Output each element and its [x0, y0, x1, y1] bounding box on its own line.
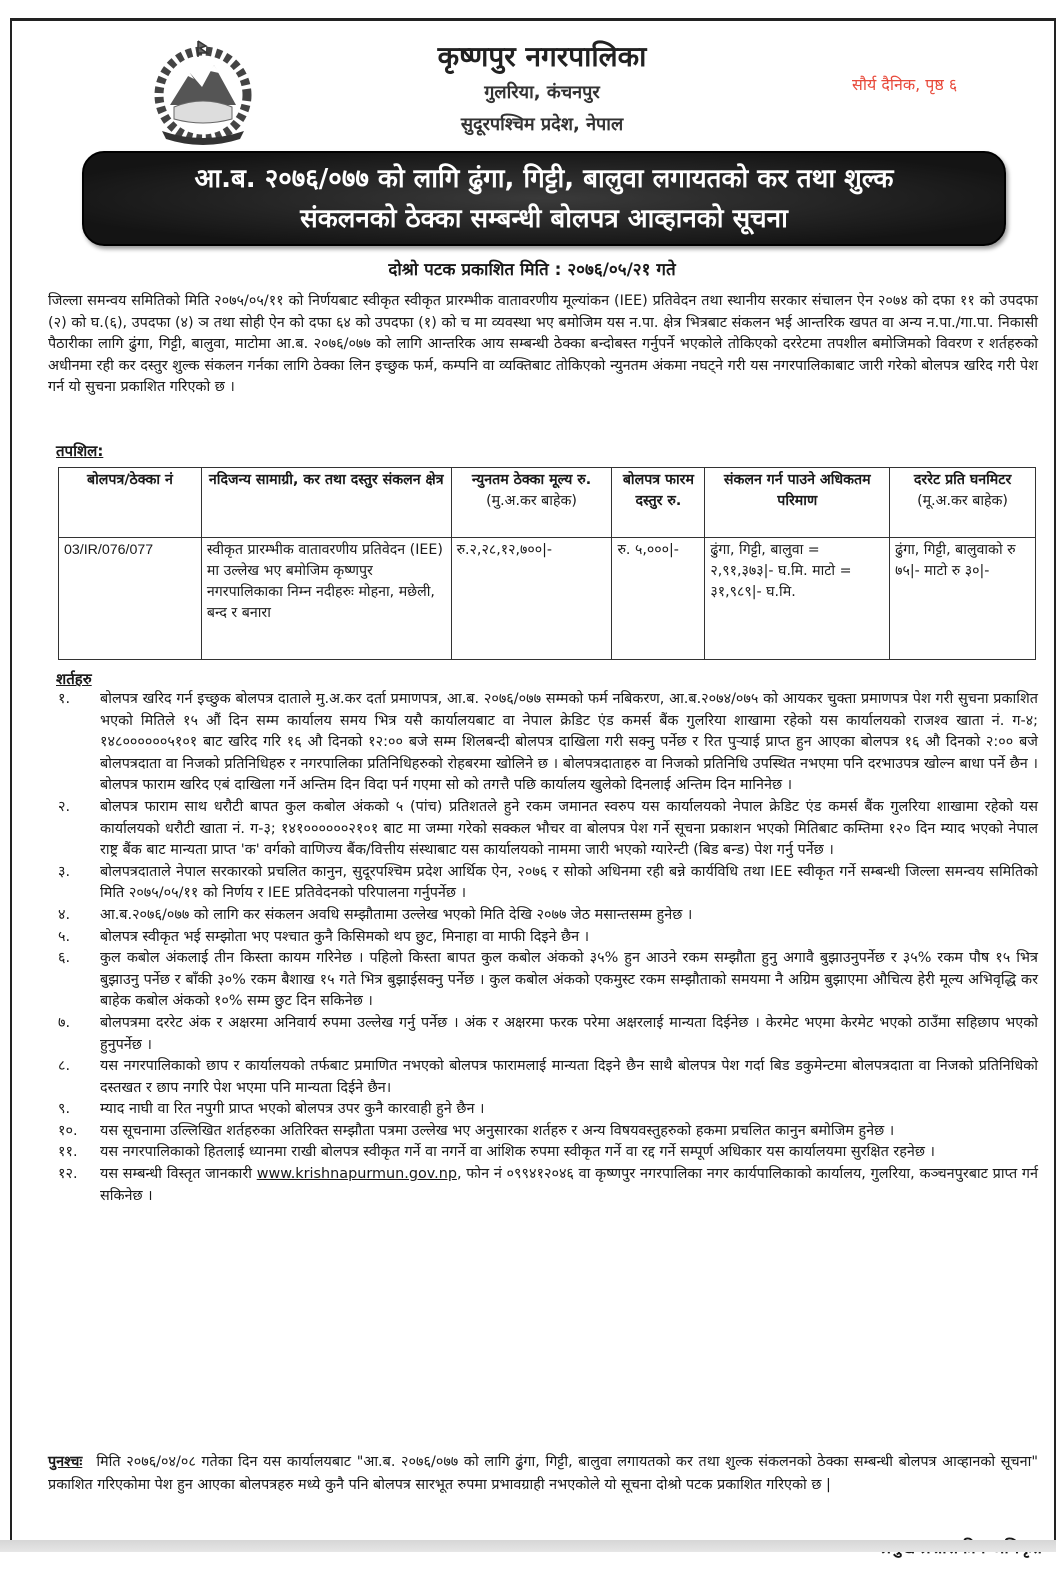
nepal-emblem-icon: [140, 35, 266, 149]
website-link[interactable]: www.krishnapurmun.gov.np: [256, 1166, 457, 1183]
condition-item: ४. आ.ब.२०७६/०७७ को लागि कर संकलन अवधि सम्झौतामा उल्लेख भएको मिति देखि २०७७ जेठ मसान्तसम्म हुनेछ ।: [58, 906, 693, 923]
postscript: [48, 1451, 1038, 1496]
header-rate: दररेट प्रति घनमिटर (मू.अ.कर बाहेक): [890, 468, 1036, 538]
title-line-1: आ.ब. २०७६/०७७ को लागि ढुंगा, गिट्टी, बालुवा लगायतको कर तथा शुल्क: [194, 164, 894, 194]
conditions-list: [48, 689, 1038, 1207]
schedule-label: तपशिल:: [56, 442, 104, 460]
condition-item-contact: १२. यस सम्बन्धी विस्तृत जानकारी www.krishnapurmun.gov.np, फोन नं ०९९४१२०४६ वा कृष्णपुर नगरपालिका नगर कार्यपालिकाको कार्यालय, गुलरिया, कञ्चनपुरबाट प्राप्त गर्न सकिनेछ ।: [58, 1166, 1038, 1204]
cell-min-value: रु.२,२८,१२,७००|-: [451, 538, 612, 660]
address-line-2: सुदूरपश्चिम प्रदेश, नेपाल: [460, 114, 624, 135]
org-name: कृष्णपुर नगरपालिका: [437, 40, 647, 73]
letterhead: [312, 37, 772, 141]
header-min-value: न्युनतम ठेक्का मूल्य रु. (मु.अ.कर बाहेक): [451, 468, 612, 538]
table-row: [59, 538, 1036, 660]
table-header-row: [59, 468, 1036, 538]
second-publication-date: दोश्रो पटक प्रकाशित मिति : २०७६/०५/२१ गते: [388, 260, 676, 280]
page-bottom-edge: [0, 1540, 1056, 1552]
condition-item: ५. बोलपत्र स्वीकृत भई सम्झोता भए पश्चात कुनै किसिमको थप छुट, मिनाहा वा माफी दिइने छैन ।: [58, 928, 590, 945]
title-line-2: संकलनको ठेक्का सम्बन्धी बोलपत्र आव्हानको सूचना: [300, 204, 788, 234]
cell-area: स्वीकृत प्रारम्भीक वातावरणीय प्रतिवेदन (IEE) मा उल्लेख भए बमोजिम कृष्णपुर नगरपालिकाका निम्न नदीहरुः मोहना, मछेली, बन्द र बनारा: [201, 538, 451, 660]
cell-max-quantity: ढुंगा, गिट्टी, बालुवा = २,९१,३७३|- घ.मि. माटो = ३१,९८९|- घ.मि.: [705, 538, 890, 660]
header-contract-no: बोलपत्र/ठेक्का नं: [59, 468, 202, 538]
condition-item: १. बोलपत्र खरिद गर्न इच्छुक बोलपत्र दाताले मु.अ.कर दर्ता प्रमाणपत्र, आ.ब. २०७६/०७७ सम्मको फर्म नबिकरण, आ.ब.२०७४/०७५ को आयकर चुक्ता प्रमाणपत्र पेश गरी सुचना प्रकाशित भएको मितिले १५ औं दिन सम्म कार्यालय समय भित्र यसै कार्यालयबाट वा नेपाल क्रेडिट एंड कमर्स बैंक गुलरिया शाखामा रहेको यस कार्यालयको राजश्व खाता नं. ग-४; १४८००००००५१०१ बाट खरिद गरि १६ औ दिनको १२:०० बजे सम्म शिलबन्दी बोलपत्र दाखिला गरी सक्नु पर्नेछ र रित पुर्‍याई प्राप्त हुन आएका बोलपत्र १६ औ दिनको २:०० बजे बोलपत्रदाता वा निजको प्रतिनिधिहरु र नगरपालिका प्रतिनिधिहरुको रोहबरमा खोलिने छ । बोलपत्रदाताहरु वा निजको प्रतिनिधि उपस्थित नभएमा पनि दरभाउपत्र खोल्न बाधा पर्ने छैन । बोलपत्र फाराम खरिद एबं दाखिला गर्ने अन्तिम दिन विदा पर्न गएमा सो को तगत्तै पछि कार्यालय खुलेको दिनलाई अन्तिम दिन मानिनेछ ।: [58, 691, 1039, 794]
condition-item: २. बोलपत्र फाराम साथ धरौटी बापत कुल कबोल अंकको ५ (पांच) प्रतिशतले हुने रकम जमानत स्वरुप यस कार्यालयको नेपाल क्रेडिट एंड कमर्स बैंक गुलरिया शाखामा रहेको यस कार्यालयको धरौटी खाता नं. ग-३; १४१००००००२१०१ बाट मा जम्मा गरेको सक्कल भौचर वा बोलपत्र पेश गर्ने सूचना प्रकाशन भएको मितिबाट कम्तिमा १२० दिन म्याद भएको नेपाल राष्ट्र बैंक बाट मान्यता प्राप्त 'क' वर्गको वाणिज्य बैंक/वित्तीय संस्थाबाट यस कार्यालयको नाममा जारी भएको ग्यारेन्टी (बिड बन्ड) पेश गर्नु पर्नेछ ।: [58, 798, 1038, 859]
condition-item: ९. म्याद नाघी वा रित नपुगी प्राप्त भएको बोलपत्र उपर कुनै कारवाही हुने छैन ।: [58, 1101, 485, 1118]
condition-item: ३. बोलपत्रदाताले नेपाल सरकारको प्रचलित कानुन, सुदूरपश्चिम प्रदेश आर्थिक ऐन, २०७६ र सोको अधिनमा रही बन्ने कार्यविधि तथा IEE स्वीकृत गर्ने सम्बन्धी जिल्ला समन्वय समितिको मिति २०७५/०५/११ को निर्णय र IEE प्रतिवेदनको परिपालना गर्नुपर्नेछ ।: [58, 863, 1038, 902]
condition-item: १०. यस सूचनामा उल्लिखित शर्तहरुका अतिरिक्त सम्झौता पत्रमा उल्लेख भए अनुसारका शर्तहरु र अन्य विषयवस्तुहरुको हकमा प्रचलित कानुन बमोजिम हुनेछ ।: [58, 1122, 895, 1139]
title-banner: [82, 151, 1006, 246]
address-line-1: गुलरिया, कंचनपुर: [484, 82, 600, 103]
header-max-quantity: संकलन गर्न पाउने अधिकतम परिमाण: [705, 468, 890, 538]
conditions-label: शर्तहरु: [56, 670, 92, 688]
notice-page: [10, 18, 1056, 1540]
condition-item: ११. यस नगरपालिकाको हितलाई ध्यानमा राखी बोलपत्र स्वीकृत गर्ने वा नगर्ने वा आंशिक रुपमा स्वीकृत गर्ने वा रद्द गर्ने सम्पूर्ण अधिकार यस कार्यालयमा सुरक्षित रहनेछ ।: [58, 1144, 935, 1161]
intro-paragraph: जिल्ला समन्वय समितिको मिति २०७५/०५/११ को निर्णयबाट स्वीकृत स्वीकृत प्रारम्भीक वातावरणीय मूल्यांकन (IEE) प्रतिवेदन तथा स्थानीय सरकार संचालन ऐन २०७४ को दफा ११ को उपदफा (२) को घ.(६), उपदफा (४) ञ तथा सोही ऐन को दफा ६४ को उपदफा (१) को च मा व्यवस्था भए बमोजिम यस न.पा. क्षेत्र भित्रबाट संकलन भई आन्तरिक खपत वा अन्य न.पा./गा.पा. निकासी पैठारीका लागि ढुंगा, गिट्टी, बालुवा, माटोमा आ.ब. २०७६/०७७ को लागि आन्तरिक आय सम्बन्धी ठेक्का बन्दोबस्त गर्नुपर्ने भएकोले तोकिएको दररेटमा तपशील बमोजिमको विवरण र शर्तहरुको अधीनमा रही कर दस्तुर शुल्क संकलन गर्नका लागि ठेक्का लिन इच्छुक फर्म, कम्पनि वा व्यक्तिबाट तोकिएको न्युनतम अंकमा नघट्ने गरी यस नगरपालिकाबाट जारी गरेको बोलपत्र खरिद गरी पेश गर्न यो सुचना प्रकाशित गरिएको छ ।: [48, 293, 1038, 396]
postscript-text: मिति २०७६/०४/०८ गतेका दिन यस कार्यालयबाट "आ.ब. २०७६/०७७ को लागि ढुंगा, गिट्टी, बालुवा लगायतको कर तथा शुल्क संकलनको ठेक्का सम्बन्धी बोलपत्र आव्हानको सूचना" प्रकाशित गरिएकोमा पेश हुन आएका बोलपत्रहरु मध्ये कुनै पनि बोलपत्र सारभूत रुपमा प्रभावग्राही नभएकोले यो सूचना दोश्रो पटक प्रकाशित गरिएको छ |: [48, 1454, 1038, 1493]
header-area: नदिजन्य सामाग्री, कर तथा दस्तुर संकलन क्षेत्र: [201, 468, 451, 538]
condition-item: ८. यस नगरपालिकाको छाप र कार्यालयको तर्फबाट प्रमाणित नभएको बोलपत्र फारामलाई मान्यता दिइने छैन साथै बोलपत्र पेश गर्दा बिड डकुमेन्टमा बोलपत्रदाता वा निजको प्रतिनिधिको दस्तखत र छाप नगरि पेश भएमा पनि मान्यता दिईने छैन।: [58, 1058, 1038, 1096]
cell-form-fee: रु. ५,०००|-: [612, 538, 705, 660]
schedule-table: [58, 467, 1036, 660]
cell-contract-no: 03/IR/076/077: [59, 538, 202, 660]
newspaper-reference: सौर्य दैनिक, पृष्ठ ६: [852, 75, 958, 94]
condition-item: ६. कुल कबोल अंकलाई तीन किस्ता कायम गरिनेछ । पहिलो किस्ता बापत कुल कबोल अंकको ३५% हुन आउने रकम सम्झौता हुनु अगावै बुझाउनुपर्नेछ र ३५% रकम पौष १५ भित्र बुझाउनु पर्नेछ र बाँकी ३०% रकम बैशाख १५ गते भित्र बुझाईसक्नु पर्नेछ । कुल कबोल अंकको एकमुस्ट रकम सम्झौताको समयमा नै अग्रिम बुझाएमा औचित्य हेरी मूल्य अभिवृद्धि कर बाहेक कबोल अंकको १०% सम्म छुट दिन सकिनेछ ।: [58, 950, 1038, 1010]
postscript-label: पुनश्चः: [48, 1454, 83, 1470]
condition-item: ७. बोलपत्रमा दररेट अंक र अक्षरमा अनिवार्य रुपमा उल्लेख गर्नु पर्नेछ । अंक र अक्षरमा फरक परेमा अक्षरलाई मान्यता दिईनेछ । केरमेट भएमा केरमेट भएको ठाउँमा सहिछाप भएको हुनुपर्नेछ ।: [58, 1014, 1038, 1053]
header-form-fee: बोलपत्र फारम दस्तुर रु.: [612, 468, 705, 538]
cell-rate: ढुंगा, गिट्टी, बालुवाको रु ७५|- माटो रु ३०|-: [890, 538, 1036, 660]
